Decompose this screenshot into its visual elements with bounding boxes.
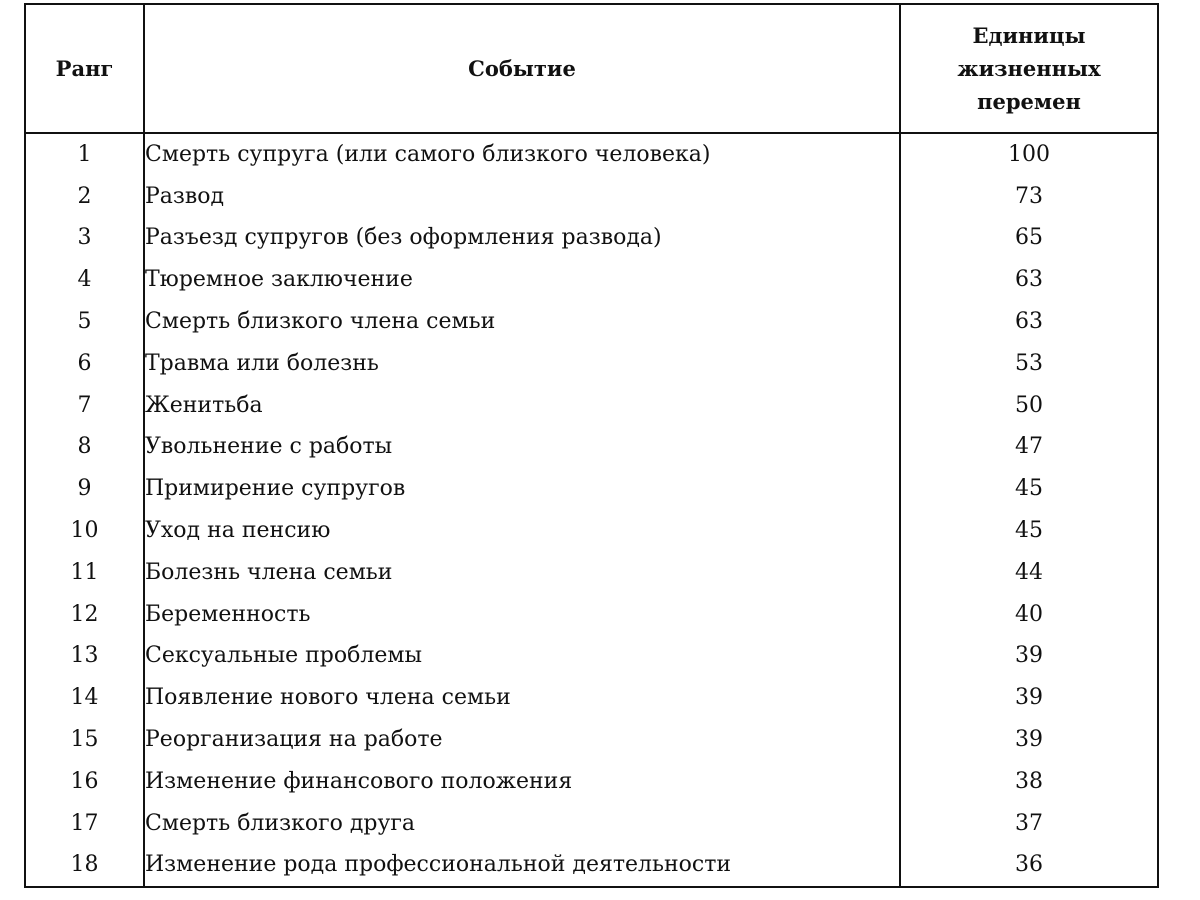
event-cell: Тюремное заключение	[144, 259, 900, 301]
rank-cell: 1	[25, 133, 144, 176]
units-cell: 63	[900, 301, 1158, 343]
event-cell: Смерть супруга (или самого близкого человека)	[144, 133, 900, 176]
event-cell: Реорганизация на работе	[144, 719, 900, 761]
event-cell: Болезнь члена семьи	[144, 552, 900, 594]
table-body	[25, 133, 1158, 887]
rank-cell: 18	[25, 845, 144, 888]
table-row	[25, 719, 1158, 761]
rank-cell: 12	[25, 594, 144, 636]
units-cell: 53	[900, 343, 1158, 385]
event-cell: Смерть близкого друга	[144, 803, 900, 845]
life-events-table	[24, 3, 1159, 888]
units-cell: 39	[900, 636, 1158, 678]
rank-cell: 13	[25, 636, 144, 678]
event-cell: Уход на пенсию	[144, 510, 900, 552]
units-cell: 65	[900, 218, 1158, 260]
header-event: Событие	[144, 4, 900, 133]
table-row	[25, 218, 1158, 260]
table-row	[25, 803, 1158, 845]
rank-cell: 15	[25, 719, 144, 761]
units-cell: 45	[900, 468, 1158, 510]
rank-cell: 3	[25, 218, 144, 260]
units-cell: 50	[900, 385, 1158, 427]
event-cell: Изменение рода профессиональной деятельности	[144, 845, 900, 888]
header-units-line-3: перемен	[977, 89, 1081, 114]
units-cell: 36	[900, 845, 1158, 888]
rank-cell: 9	[25, 468, 144, 510]
units-cell: 63	[900, 259, 1158, 301]
rank-cell: 11	[25, 552, 144, 594]
units-cell: 39	[900, 719, 1158, 761]
event-cell: Женитьба	[144, 385, 900, 427]
event-cell: Разъезд супругов (без оформления развода)	[144, 218, 900, 260]
table-row	[25, 510, 1158, 552]
units-cell: 37	[900, 803, 1158, 845]
table-row	[25, 552, 1158, 594]
units-cell: 39	[900, 677, 1158, 719]
table-row	[25, 259, 1158, 301]
units-cell: 38	[900, 761, 1158, 803]
table-row	[25, 845, 1158, 888]
event-cell: Беременность	[144, 594, 900, 636]
units-cell: 73	[900, 176, 1158, 218]
rank-cell: 16	[25, 761, 144, 803]
event-cell: Изменение финансового положения	[144, 761, 900, 803]
header-units-line-1: Единицы	[972, 23, 1086, 48]
units-cell: 100	[900, 133, 1158, 176]
rank-cell: 6	[25, 343, 144, 385]
units-cell: 45	[900, 510, 1158, 552]
table-row	[25, 677, 1158, 719]
table-row	[25, 468, 1158, 510]
table-row	[25, 343, 1158, 385]
table-row	[25, 176, 1158, 218]
table-row	[25, 385, 1158, 427]
units-cell: 44	[900, 552, 1158, 594]
header-rank: Ранг	[25, 4, 144, 133]
header-units	[900, 4, 1158, 133]
rank-cell: 5	[25, 301, 144, 343]
rank-cell: 2	[25, 176, 144, 218]
event-cell: Примирение супругов	[144, 468, 900, 510]
rank-cell: 8	[25, 427, 144, 469]
rank-cell: 17	[25, 803, 144, 845]
table-row	[25, 133, 1158, 176]
table-row	[25, 761, 1158, 803]
table-row	[25, 427, 1158, 469]
units-cell: 40	[900, 594, 1158, 636]
rank-cell: 14	[25, 677, 144, 719]
rank-cell: 10	[25, 510, 144, 552]
header-units-line-2: жизненных	[957, 56, 1101, 81]
event-cell: Увольнение с работы	[144, 427, 900, 469]
table-row	[25, 594, 1158, 636]
event-cell: Травма или болезнь	[144, 343, 900, 385]
event-cell: Появление нового члена семьи	[144, 677, 900, 719]
rank-cell: 7	[25, 385, 144, 427]
table-header-row	[25, 4, 1158, 133]
table-row	[25, 636, 1158, 678]
rank-cell: 4	[25, 259, 144, 301]
event-cell: Сексуальные проблемы	[144, 636, 900, 678]
event-cell: Развод	[144, 176, 900, 218]
table-row	[25, 301, 1158, 343]
units-cell: 47	[900, 427, 1158, 469]
event-cell: Смерть близкого члена семьи	[144, 301, 900, 343]
